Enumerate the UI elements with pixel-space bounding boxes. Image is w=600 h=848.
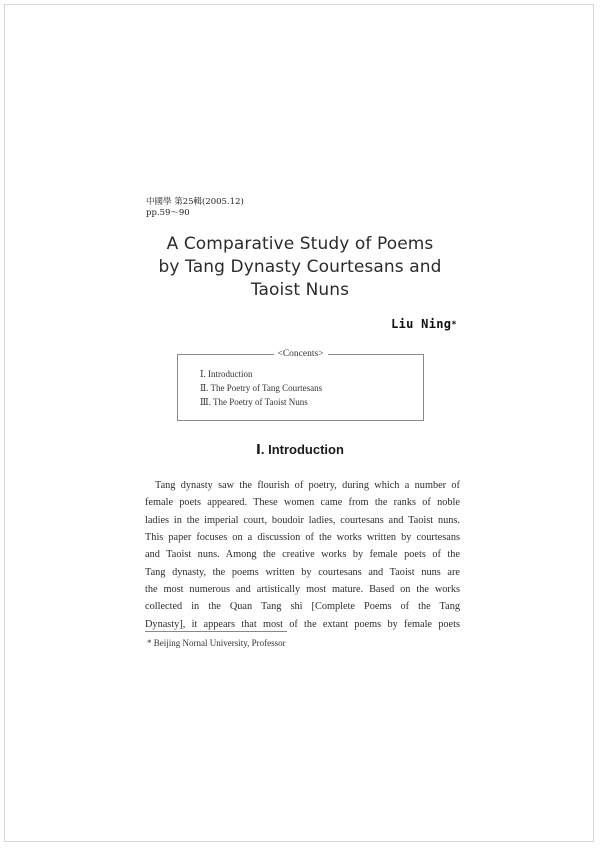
title-line-1: A Comparative Study of Poems bbox=[166, 234, 434, 254]
body-line: female poets appeared. These women came from the ranks of noble bbox=[145, 497, 460, 509]
body-line: Dynasty], it appears that most of the extant poems by female poets bbox=[145, 618, 460, 630]
page-range: pp.59～90 bbox=[146, 208, 190, 218]
contents-box bbox=[177, 349, 424, 421]
contents-item-courtesans: Ⅱ. The Poetry of Tang Courtesans bbox=[200, 383, 323, 393]
author bbox=[391, 317, 457, 331]
contents-item-introduction: Ⅰ. Introduction bbox=[200, 369, 253, 379]
body-line: the most numerous and artistically most mature. Based on the works bbox=[145, 584, 460, 596]
title-line-3: Taoist Nuns bbox=[250, 280, 350, 300]
body-line: Tang dynasty saw the flourish of poetry, during which a number of bbox=[155, 480, 460, 491]
journal-info bbox=[146, 197, 244, 219]
contents-item-taoist-nuns: Ⅲ. The Poetry of Taoist Nuns bbox=[200, 397, 308, 407]
contents-title: <Concents> bbox=[273, 347, 327, 361]
author-name: Liu Ning bbox=[391, 317, 452, 331]
body-paragraph bbox=[145, 477, 460, 633]
paper-title bbox=[120, 233, 480, 302]
footnote-divider bbox=[145, 631, 287, 632]
footnote-affiliation: * Beijing Nornal University, Professor bbox=[147, 638, 286, 648]
author-footnote-marker: * bbox=[451, 320, 457, 330]
title-line-2: by Tang Dynasty Courtesans and bbox=[158, 257, 442, 277]
section-heading: Ⅰ. Introduction bbox=[256, 442, 344, 457]
body-line: collected in the Quan Tang shi [Complete Poems of the Tang bbox=[145, 601, 460, 613]
page-border bbox=[4, 4, 594, 842]
contents-list bbox=[200, 367, 322, 409]
body-line: ladies in the imperial court, boudoir ladies, courtesans and Taoist nuns. bbox=[145, 514, 460, 526]
journal-line: 中國學 第25輯(2005.12) bbox=[146, 197, 244, 207]
body-line: Tang dynasty, the poems written by courtesans and Taoist nuns are bbox=[145, 566, 460, 578]
body-line: and Taoist nuns. Among the creative works by female poets of the bbox=[145, 549, 460, 561]
body-line: This paper focuses on a discussion of the works written by courtesans bbox=[145, 532, 460, 544]
